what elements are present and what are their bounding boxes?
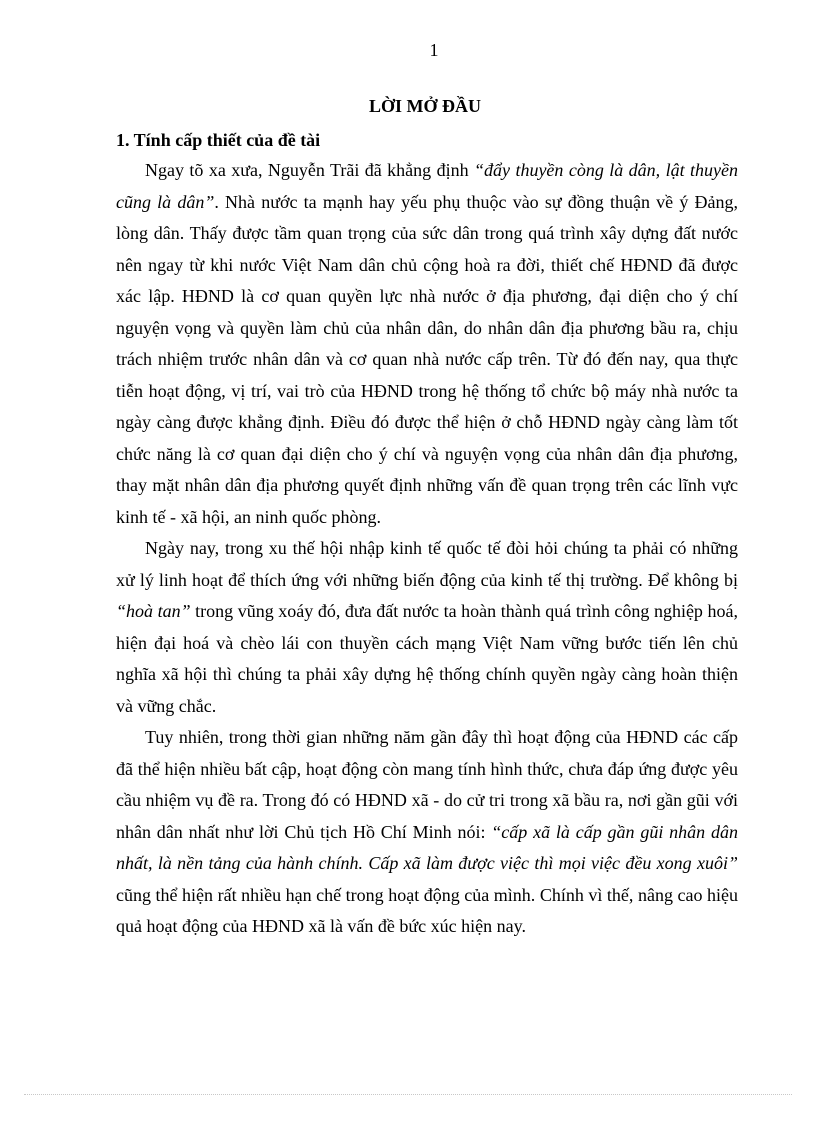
- body-text: [116, 155, 738, 943]
- page-title: LỜI MỞ ĐẦU: [369, 96, 481, 116]
- page-number: 1: [429, 40, 439, 60]
- paragraph-3-text-b: cũng thể hiện rất nhiều hạn chế trong hoạt động của mình. Chính vì thế, nâng cao hiệu quả hoạt động của HĐND xã là vấn đề bức xúc hiện nay.: [116, 884, 738, 936]
- paragraph-2-quote: “hoà tan”: [116, 601, 191, 621]
- paragraph-1-text-b: . Nhà nước ta mạnh hay yếu phụ thuộc vào sự đồng thuận về ý Đảng, lòng dân. Thấy được tầm quan trọng của sức dân trong quá trình xây dựng đất nước nên ngay từ khi nước Việt Nam dân chủ cộng hoà ra đời, thiết chế HĐND đã được xác lập. HĐND là cơ quan quyền lực nhà nước ở địa phương, đại diện cho ý chí nguyện vọng và quyền làm chủ của nhân dân, do nhân dân địa phương bầu ra, chịu trách nhiệm trước nhân dân và cơ quan nhà nước cấp trên. Từ đó đến nay, qua thực tiễn hoạt động, vị trí, vai trò của HĐND trong hệ thống tổ chức bộ máy nhà nước ta ngày càng được khẳng định. Điều đó được thể hiện ở chỗ HĐND ngày càng làm tốt chức năng là cơ quan đại diện cho ý chí và nguyện vọng của nhân dân địa phương, thay mặt nhân dân địa phương quyết định những vấn đề quan trọng trên các lĩnh vực kinh tế - xã hội, an ninh quốc phòng.: [116, 191, 738, 527]
- paragraph-1-quote: “đẩy thuyền còng là dân, lật thuyền cũng là dân”: [116, 160, 738, 212]
- paragraph-3-text-a: Tuy nhiên, trong thời gian những năm gần đây thì hoạt động của HĐND các cấp đã thể hiện nhiều bất cập, hoạt động còn mang tính hình thức, chưa đáp ứng được yêu cầu nhiệm vụ đề ra. Trong đó có HĐND xã - do cử tri trong xã bầu ra, nơi gần gũi với nhân dân nhất như lời Chủ tịch Hồ Chí Minh nói:: [116, 727, 738, 842]
- paragraph-1: [116, 155, 738, 533]
- paragraph-1-text-a: Ngay tõ xa xưa, Nguyễn Trãi đã khẳng định: [145, 160, 475, 180]
- paragraph-3: [116, 722, 738, 943]
- paragraph-3-quote: “cấp xã là cấp gần gũi nhân dân nhất, là nền tảng của hành chính. Cấp xã làm được việc thì mọi việc đều xong xuôi”: [116, 821, 738, 873]
- paragraph-2: [116, 533, 738, 722]
- paragraph-2-text-a: Ngày nay, trong xu thế hội nhập kinh tế quốc tế đòi hỏi chúng ta phải có những xử lý linh hoạt để thích ứng với những biến động của kinh tế thị trường. Để không bị: [116, 538, 738, 590]
- page-bottom-divider: [24, 1094, 792, 1095]
- section-heading: 1. Tính cấp thiết của đề tài: [116, 130, 321, 150]
- paragraph-2-text-b: trong vũng xoáy đó, đưa đất nước ta hoàn thành quá trình công nghiệp hoá, hiện đại hoá và chèo lái con thuyền cách mạng Việt Nam vững bước tiến lên chủ nghĩa xã hội thì chúng ta phải xây dựng hệ thống chính quyền ngày càng hoàn thiện và vững chắc.: [116, 601, 738, 716]
